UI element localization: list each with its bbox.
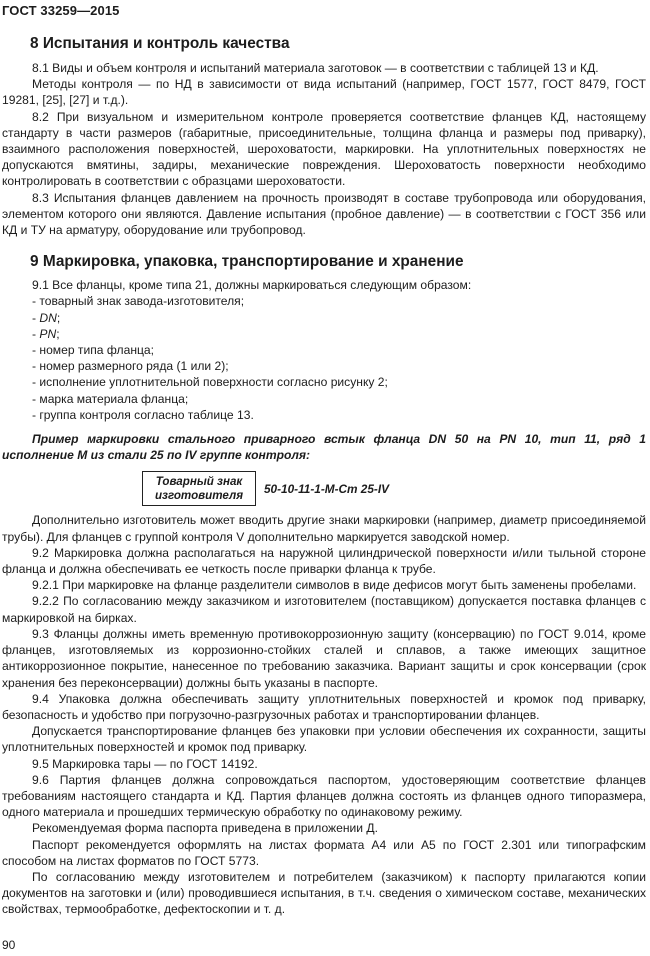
marking-example-caption: Пример маркировки стального приварного встык фланца DN 50 на PN 10, тип 11, ряд 1 исполнение М из стали 25 по IV группе контроля: [2, 432, 646, 463]
paragraph-passport-docs: По согласованию между изготовителем и потребителем (заказчиком) к паспорту прилагаются копии документов на заготовки и (или) проводившиеся испытания, в т.ч. сведения о химическом составе, механических свойствах, термообработке, дефектоскопии и т. д. [2, 869, 646, 917]
paragraph-passport-form: Рекомендуемая форма паспорта приведена в приложении Д. [32, 821, 378, 836]
list-item: - товарный знак завода-изготовителя; [32, 294, 245, 309]
list-item: - DN; [32, 310, 61, 325]
paragraph-9-2-2: 9.2.2 По согласованию между заказчиком и изготовителем (поставщиком) допускается поставка фланцев с маркировкой на бирках. [2, 594, 646, 625]
paragraph-9-6: 9.6 Партия фланцев должна сопровождаться паспортом, удостоверяющим соответствие фланцев требованиям настоящего стандарта и КД. Партия фланцев должна состоять из фланцев одного типоразмера, одного материала и прошедших термическую обработку по одинаковому режиму. [2, 772, 646, 820]
standard-header: ГОСТ 33259—2015 [2, 3, 120, 18]
paragraph-9-2-1: 9.2.1 При маркировке на фланце разделители символов в виде дефисов могут быть заменены пробелами. [32, 578, 637, 593]
list-item: - марка материала фланца; [32, 391, 189, 406]
paragraph-8-1-methods: Методы контроля — по НД в зависимости от вида испытаний (например, ГОСТ 1577, ГОСТ 8479, ГОСТ 19281, [25], [27] и т.д.). [2, 77, 646, 108]
list-item: - номер размерного ряда (1 или 2); [32, 359, 229, 374]
paragraph-8-2: 8.2 При визуальном и измерительном контроле проверяется соответствие фланцев КД, настоящему стандарту в части размеров (габаритные, присоединительные, толщина фланца и размеры под приварку), взаимного расположения поверхностей, шероховатости, маркировки. На уплотнительных поверхностях не допускаются вмятины, задиры, механические повреждения. Шероховатость поверхности необходимо контролировать в соответствии с образцами шероховатости. [2, 109, 646, 189]
page-number: 90 [2, 938, 16, 952]
paragraph-9-4: 9.4 Упаковка должна обеспечивать защиту уплотнительных поверхностей и кромок под приварку, безопасность и удобство при погрузочно-разгрузочных работах и транспортировании фланцев. [2, 691, 646, 722]
paragraph-8-3: 8.3 Испытания фланцев давлением на прочность производят в составе трубопровода или оборудования, элементом которого они являются. Давление испытания (пробное давление) — в соответствии с ГОСТ 356 или КД и ТУ на арматуру, оборудование или трубопровод. [2, 190, 646, 238]
list-item: - номер типа фланца; [32, 343, 155, 358]
paragraph-passport-format: Паспорт рекомендуется оформлять на листах формата А4 или А5 по ГОСТ 2.301 или типографским способом на листах форматов по ГОСТ 5773. [2, 837, 646, 868]
section-8-title: 8 Испытания и контроль качества [30, 35, 290, 52]
paragraph-additional-marks: Дополнительно изготовитель может вводить другие знаки маркировки (например, диаметр присоединяемой трубы). Для фланцев с группой контроля V дополнительно маркируется заводской номер. [2, 513, 646, 544]
paragraph-9-4-transport: Допускается транспортирование фланцев без упаковки при условии обеспечения их сохранности, защиты уплотнительных поверхностей и кромок под приварку. [2, 724, 646, 755]
marking-example [142, 471, 646, 506]
marking-code: 50-10-11-1-M-Ст 25-IV [264, 481, 390, 496]
paragraph-9-2: 9.2 Маркировка должна располагаться на наружной цилиндрической поверхности и/или тыльной стороне фланца и должна обеспечивать ее четкость после приварки фланца к трубе. [2, 545, 646, 577]
list-item: - группа контроля согласно таблице 13. [32, 407, 254, 422]
trademark-box: Товарный знак изготовителя [142, 471, 256, 506]
page-content [2, 34, 646, 918]
paragraph-9-3: 9.3 Фланцы должны иметь временную противокоррозионную защиту (консервацию) по ГОСТ 9.014, кроме фланцев, изготовляемых из коррозионно-стойких сталей и сплавов, а также имеющих защитное антикоррозионное покрытие, нанесенное по требованию заказчика. Вариант защиты и срок консервации (срок хранения без переконсервации) должны быть указаны в паспорте. [2, 626, 646, 690]
list-item: - PN; [32, 326, 60, 341]
paragraph-8-1: 8.1 Виды и объем контроля и испытаний материала заготовок — в соответствии с таблицей 13 и КД. [32, 61, 599, 75]
paragraph-9-1: 9.1 Все фланцы, кроме типа 21, должны маркироваться следующим образом: [32, 278, 472, 293]
list-item: - исполнение уплотнительной поверхности согласно рисунку 2; [32, 375, 388, 390]
paragraph-9-5: 9.5 Маркировка тары — по ГОСТ 14192. [32, 756, 258, 771]
section-9-title: 9 Маркировка, упаковка, транспортирование и хранение [30, 253, 464, 271]
